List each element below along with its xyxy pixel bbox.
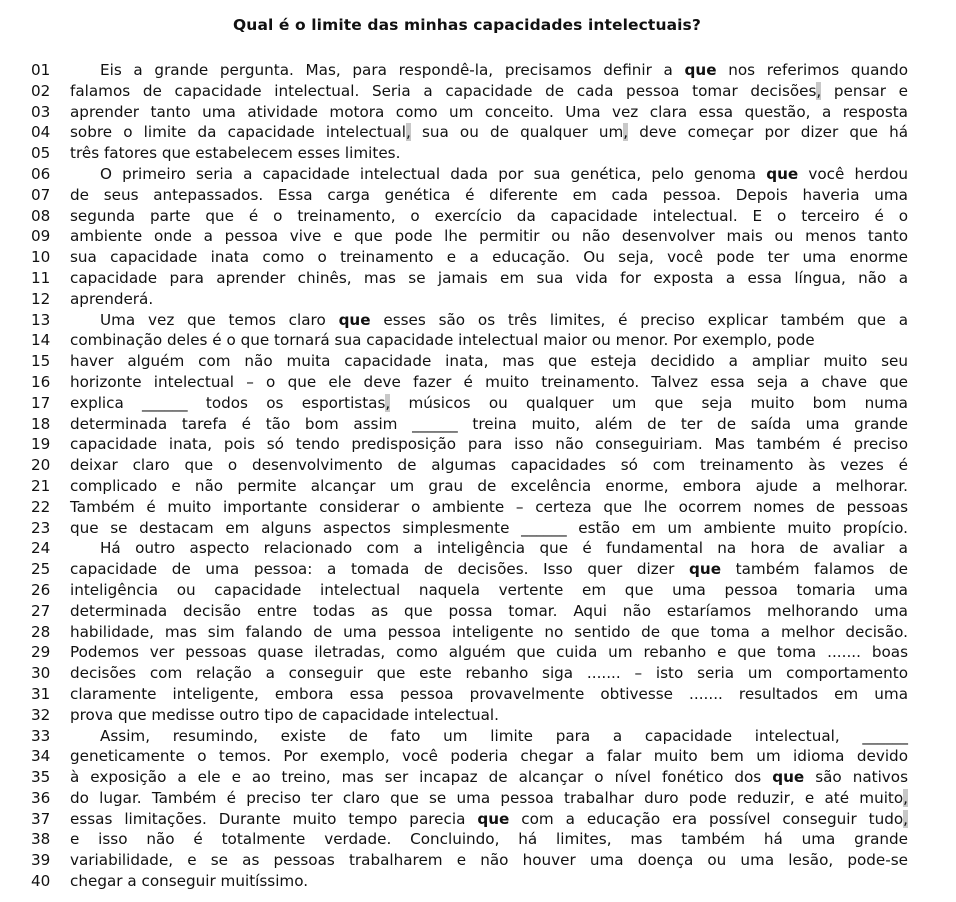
text-segment: ambiente onde a pessoa vive e que pode lhe permitir ou não desenvolver mais ou menos tanto (70, 227, 908, 246)
text-segment: O primeiro seria a capacidade intelectual dada por sua genética, pelo genoma (100, 164, 767, 183)
line-number: 09 (31, 227, 51, 246)
text-segment: geneticamente o temos. Por exemplo, você poderia chegar a falar muito bem um idioma devido (70, 747, 908, 766)
line-text (70, 705, 908, 726)
text-segment: sobre o limite da capacidade intelectual (70, 123, 406, 142)
text-segment: horizonte intelectual – o que ele deve fazer é muito treinamento. Talvez essa seja a chave que (70, 372, 908, 391)
line-text (70, 434, 908, 455)
text-line (0, 726, 956, 747)
line-number: 28 (31, 622, 51, 641)
text-segment: são nativos (804, 768, 909, 787)
line-text (70, 164, 908, 185)
text-segment: Eis a grande pergunta. Mas, para respondê-la, precisamos definir a (100, 61, 685, 79)
line-text (70, 601, 908, 622)
line-number: 34 (31, 747, 51, 766)
line-text (70, 414, 908, 435)
text-segment: sua ou de qualquer um (410, 123, 624, 142)
text-line (0, 538, 956, 559)
text-segment: que se destacam em alguns aspectos simplesmente ______ estão em um ambiente muito propício. (70, 518, 908, 537)
bold-word: que (684, 61, 717, 79)
text-line (0, 310, 956, 331)
highlighted-comma: , (623, 123, 629, 142)
line-number: 38 (31, 830, 51, 849)
text-body (0, 60, 956, 892)
text-line (0, 850, 956, 871)
text-segment: capacidade para aprender chinês, mas se jamais em sua vida for exposta a essa língua, não a (70, 268, 908, 287)
text-segment: combinação deles é o que tornará sua capacidade intelectual maior ou menor. Por exemplo, pode (70, 331, 815, 350)
bold-word: que (689, 560, 721, 579)
text-line (0, 642, 956, 663)
line-text (70, 372, 908, 393)
text-segment: do lugar. Também é preciso ter claro que se uma pessoa trabalhar duro pode reduzir, e até muito (70, 788, 904, 807)
line-text (70, 580, 908, 601)
text-segment: prova que medisse outro tipo de capacidade intelectual. (70, 705, 499, 724)
highlighted-comma: , (903, 788, 908, 807)
text-line (0, 476, 956, 497)
text-segment: deixar claro que o desenvolvimento de algumas capacidades só com treinamento às vezes é (70, 456, 908, 475)
text-line (0, 434, 956, 455)
line-number: 22 (31, 497, 51, 516)
text-segment: à exposição a ele e ao treino, mas ser incapaz de alcançar o nível fonético dos (70, 768, 773, 787)
text-segment: variabilidade, e se as pessoas trabalharem e não houver uma doença ou uma lesão, pode-se (70, 851, 908, 870)
line-number: 05 (31, 144, 51, 163)
line-text (70, 559, 908, 580)
text-line (0, 330, 956, 351)
text-line (0, 705, 956, 726)
text-line (0, 351, 956, 372)
line-text (70, 60, 908, 81)
line-number: 07 (31, 185, 51, 204)
line-number: 31 (31, 684, 51, 703)
text-line (0, 60, 956, 81)
text-segment: Também é muito importante considerar o ambiente – certeza que lhe ocorrem nomes de pessoas (70, 497, 908, 516)
bold-word: que (766, 164, 799, 183)
line-number: 25 (31, 560, 51, 579)
line-text (70, 102, 908, 123)
text-segment: músicos ou qualquer um que seja muito bom numa (390, 393, 908, 412)
text-segment: decisões com relação a conseguir que este rebanho siga ....... – isto seria um comportamento (70, 664, 908, 683)
text-segment: essas limitações. Durante muito tempo parecia (70, 809, 478, 828)
line-text (70, 518, 908, 539)
line-number: 08 (31, 206, 51, 225)
text-segment: Há outro aspecto relacionado com a inteligência que é fundamental na hora de avaliar a (100, 539, 908, 558)
text-line (0, 684, 956, 705)
line-number: 20 (31, 456, 51, 475)
text-line (0, 122, 956, 143)
line-number: 06 (31, 164, 51, 183)
text-line (0, 518, 956, 539)
line-number: 01 (31, 61, 51, 79)
line-text (70, 642, 908, 663)
text-line (0, 663, 956, 684)
text-line (0, 226, 956, 247)
highlighted-comma: , (903, 809, 908, 828)
line-number: 13 (31, 310, 51, 329)
line-text (70, 247, 908, 268)
line-text (70, 809, 908, 830)
text-line (0, 497, 956, 518)
text-line (0, 102, 956, 123)
text-line (0, 601, 956, 622)
line-text (70, 185, 908, 206)
line-number: 14 (31, 331, 51, 350)
line-number: 23 (31, 518, 51, 537)
line-text (70, 726, 908, 747)
line-text (70, 226, 908, 247)
line-text (70, 767, 908, 788)
line-number: 10 (31, 248, 51, 267)
line-text (70, 788, 908, 809)
text-segment: aprenderá. (70, 289, 154, 308)
text-segment: complicado e não permite alcançar um grau de excelência enorme, embora ajude a melhorar. (70, 476, 908, 495)
text-line (0, 767, 956, 788)
text-segment: aprender tanto uma atividade motora como um conceito. Uma vez clara essa questão, a resposta (70, 102, 908, 121)
text-line (0, 206, 956, 227)
text-line (0, 414, 956, 435)
text-line (0, 81, 956, 102)
line-text (70, 684, 908, 705)
line-number: 12 (31, 289, 51, 308)
bold-word: que (477, 809, 510, 828)
text-segment: haver alguém com não muita capacidade inata, mas que esteja decidido a ampliar muito seu (70, 352, 908, 371)
line-text (70, 268, 908, 289)
line-number: 24 (31, 539, 51, 558)
text-line (0, 393, 956, 414)
line-number: 03 (31, 102, 51, 121)
text-line (0, 580, 956, 601)
line-number: 21 (31, 476, 51, 495)
bold-word: que (772, 768, 805, 787)
line-number: 30 (31, 664, 51, 683)
text-segment: também falamos de (721, 560, 909, 579)
line-text (70, 622, 908, 643)
line-text (70, 476, 908, 497)
text-segment: esses são os três limites, é preciso explicar também que a (370, 310, 909, 329)
text-segment: chegar a conseguir muitíssimo. (70, 872, 309, 891)
text-segment: de seus antepassados. Essa carga genética é diferente em cada pessoa. Depois haveria uma (70, 185, 908, 204)
line-text (70, 330, 908, 351)
text-line (0, 164, 956, 185)
text-segment: inteligência ou capacidade intelectual naquela vertente em que uma pessoa tomaria uma (70, 580, 908, 599)
text-segment: Assim, resumindo, existe de fato um limite para a capacidade intelectual, ______ (100, 726, 908, 745)
highlighted-comma: , (385, 393, 391, 412)
line-number: 32 (31, 705, 51, 724)
bold-word: que (338, 310, 371, 329)
text-line (0, 143, 956, 164)
text-segment: você herdou (798, 164, 908, 183)
line-text (70, 122, 908, 143)
text-segment: três fatores que estabelecem esses limites. (70, 144, 401, 163)
highlighted-comma: , (816, 81, 822, 100)
line-number: 15 (31, 352, 51, 371)
text-line (0, 809, 956, 830)
line-text (70, 497, 908, 518)
text-line (0, 247, 956, 268)
text-segment: capacidade de uma pessoa: a tomada de decisões. Isso quer dizer (70, 560, 690, 579)
line-number: 29 (31, 643, 51, 662)
text-segment: claramente inteligente, embora essa pessoa provavelmente obtivesse ....... resultados em uma (70, 684, 908, 703)
text-segment: e isso não é totalmente verdade. Concluindo, há limites, mas também há uma grande (70, 830, 908, 849)
line-number: 11 (31, 268, 51, 287)
text-segment: determinada decisão entre todas as que possa tomar. Aqui não estaríamos melhorando uma (70, 601, 908, 620)
line-text (70, 871, 908, 892)
document-title: Qual é o limite das minhas capacidades intelectuais? (233, 16, 701, 34)
text-segment: sua capacidade inata como o treinamento e a educação. Ou seja, você pode ter uma enorme (70, 248, 908, 267)
text-line (0, 622, 956, 643)
text-line (0, 871, 956, 892)
line-number: 37 (31, 809, 51, 828)
line-text (70, 850, 908, 871)
line-number: 19 (31, 435, 51, 454)
line-text (70, 143, 908, 164)
text-segment: Uma vez que temos claro (100, 310, 339, 329)
line-number: 33 (31, 726, 51, 745)
line-number: 27 (31, 601, 51, 620)
line-text (70, 206, 908, 227)
text-segment: nos referimos quando (716, 61, 908, 79)
line-number: 17 (31, 393, 51, 412)
line-text (70, 746, 908, 767)
text-segment: deve começar por dizer que há (628, 123, 909, 142)
line-text (70, 289, 908, 310)
text-line (0, 829, 956, 850)
line-number: 26 (31, 580, 51, 599)
line-number: 16 (31, 372, 51, 391)
text-line (0, 746, 956, 767)
line-text (70, 351, 908, 372)
text-line (0, 788, 956, 809)
text-segment: pensar e (821, 81, 908, 100)
text-segment: explica ______ todos os esportistas (70, 393, 386, 412)
line-number: 18 (31, 414, 51, 433)
text-line (0, 289, 956, 310)
text-line (0, 455, 956, 476)
text-segment: determinada tarefa é tão bom assim ______ treina muito, além de ter de saída uma grande (70, 414, 908, 433)
line-text (70, 81, 908, 102)
text-line (0, 185, 956, 206)
line-number: 04 (31, 123, 51, 142)
line-number: 39 (31, 851, 51, 870)
line-number: 36 (31, 788, 51, 807)
text-line (0, 559, 956, 580)
line-number: 02 (31, 81, 51, 100)
line-text (70, 829, 908, 850)
line-text (70, 393, 908, 414)
line-number: 35 (31, 768, 51, 787)
line-number: 40 (31, 872, 51, 891)
line-text (70, 310, 908, 331)
text-segment: Podemos ver pessoas quase iletradas, como alguém que cuida um rebanho e que toma ....... boas (70, 643, 908, 662)
line-text (70, 455, 908, 476)
highlighted-comma: , (406, 123, 411, 142)
text-segment: com a educação era possível conseguir tudo (509, 809, 904, 828)
text-segment: habilidade, mas sim falando de uma pessoa inteligente no sentido de que toma a melhor decisão. (70, 622, 908, 641)
text-segment: falamos de capacidade intelectual. Seria a capacidade de cada pessoa tomar decisões (70, 81, 817, 100)
text-line (0, 372, 956, 393)
line-text (70, 538, 908, 559)
text-segment: capacidade inata, pois só tendo predisposição para isso não conseguiriam. Mas também é preciso (70, 435, 908, 454)
text-segment: segunda parte que é o treinamento, o exercício da capacidade intelectual. E o terceiro é o (70, 206, 908, 225)
text-line (0, 268, 956, 289)
line-text (70, 663, 908, 684)
